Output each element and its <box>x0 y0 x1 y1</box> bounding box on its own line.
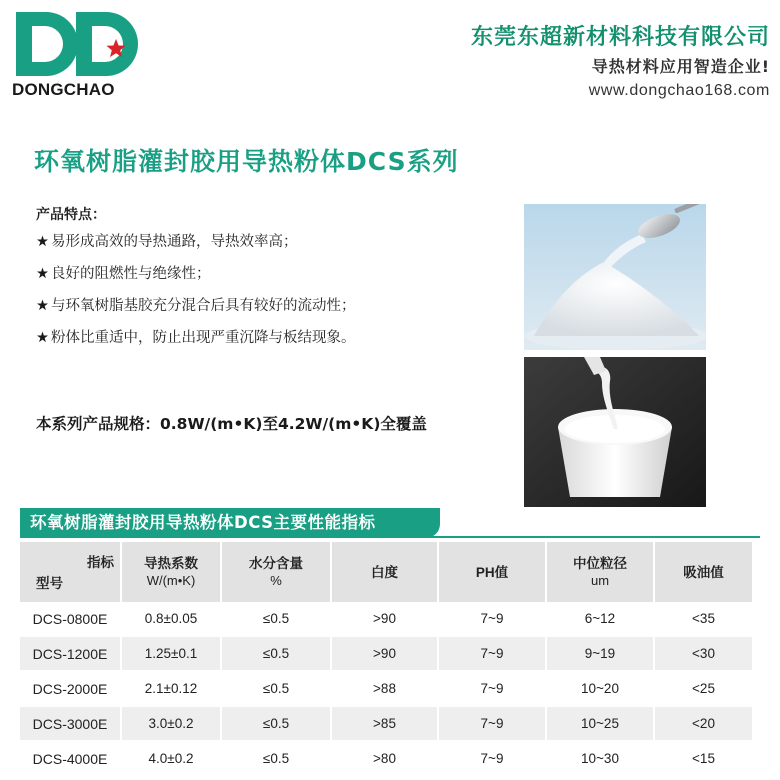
column-header <box>653 542 752 602</box>
value-cell: >88 <box>330 672 437 707</box>
star-icon: ★ <box>36 234 49 250</box>
value-cell: <35 <box>653 602 752 637</box>
table-row <box>20 637 752 672</box>
corner-model-label: 型号 <box>36 576 63 591</box>
value-cell: 4.0±0.2 <box>120 742 220 777</box>
value-cell: 1.25±0.1 <box>120 637 220 672</box>
feature-text: 粉体比重适中，防止出现严重沉降与板结现象。 <box>51 330 356 346</box>
star-icon: ★ <box>36 330 49 346</box>
star-icon: ★ <box>36 266 49 282</box>
column-header-label: 白度 <box>371 564 398 580</box>
value-cell: 10~30 <box>545 742 653 777</box>
column-header <box>437 542 545 602</box>
value-cell: 7~9 <box>437 742 545 777</box>
logo-wordmark: DONGCHAO <box>12 80 115 99</box>
value-cell: 7~9 <box>437 602 545 637</box>
features-heading: 产品特点： <box>36 207 106 223</box>
value-cell: >80 <box>330 742 437 777</box>
feature-text: 易形成高效的导热通路，导热效率高； <box>51 234 298 250</box>
corner-header <box>20 542 120 602</box>
company-slogan: 导热材料应用智造企业! <box>591 57 770 76</box>
company-website[interactable]: www.dongchao168.com <box>588 82 770 99</box>
column-header-unit: W/(m•K) <box>146 573 196 588</box>
column-header-label: 水分含量 <box>249 556 303 571</box>
table-title-banner: 环氧树脂灌封胶用导热粉体DCS主要性能指标 <box>20 508 440 538</box>
value-cell: ≤0.5 <box>220 672 330 707</box>
value-cell: 6~12 <box>545 602 653 637</box>
value-cell: <20 <box>653 707 752 742</box>
company-name: 东莞东超新材料科技有限公司 <box>470 25 770 50</box>
model-cell: DCS-3000E <box>20 707 120 742</box>
column-header <box>330 542 437 602</box>
feature-item <box>36 327 356 359</box>
value-cell: ≤0.5 <box>220 602 330 637</box>
spec-range-text: 本系列产品规格：0.8W/(m•K)至4.2W/(m•K)全覆盖 <box>36 415 427 433</box>
value-cell: >90 <box>330 602 437 637</box>
value-cell: <30 <box>653 637 752 672</box>
model-cell: DCS-1200E <box>20 637 120 672</box>
model-cell: DCS-0800E <box>20 602 120 637</box>
column-header-label: PH值 <box>475 564 509 580</box>
page-title: 环氧树脂灌封胶用导热粉体DCS系列 <box>34 147 459 176</box>
value-cell: 0.8±0.05 <box>120 602 220 637</box>
value-cell: 9~19 <box>545 637 653 672</box>
table-row <box>20 707 752 742</box>
value-cell: 10~25 <box>545 707 653 742</box>
column-header <box>120 542 220 602</box>
value-cell: ≤0.5 <box>220 742 330 777</box>
feature-text: 良好的阻燃性与绝缘性； <box>51 266 211 282</box>
value-cell: >85 <box>330 707 437 742</box>
value-cell: ≤0.5 <box>220 707 330 742</box>
value-cell: >90 <box>330 637 437 672</box>
table-row <box>20 602 752 637</box>
column-header-label: 吸油值 <box>683 564 724 580</box>
star-icon: ★ <box>36 298 49 314</box>
column-header <box>220 542 330 602</box>
column-header-label: 中位粒径 <box>573 556 627 571</box>
feature-item <box>36 295 356 327</box>
feature-list <box>36 231 356 359</box>
column-header <box>545 542 653 602</box>
value-cell: <25 <box>653 672 752 707</box>
value-cell: 10~20 <box>545 672 653 707</box>
performance-spec-table <box>20 542 752 777</box>
powder-scoop-photo <box>524 204 706 350</box>
feature-item <box>36 263 356 295</box>
column-header-unit: um <box>590 573 610 588</box>
table-header-row <box>20 542 752 602</box>
column-header-label: 导热系数 <box>144 556 198 571</box>
banner-divider <box>20 536 760 538</box>
feature-text: 与环氧树脂基胶充分混合后具有较好的流动性； <box>51 298 356 314</box>
feature-item <box>36 231 356 263</box>
value-cell: 3.0±0.2 <box>120 707 220 742</box>
column-header-unit: % <box>270 573 282 588</box>
paste-cup-photo <box>524 357 706 507</box>
model-cell: DCS-4000E <box>20 742 120 777</box>
value-cell: 7~9 <box>437 672 545 707</box>
model-cell: DCS-2000E <box>20 672 120 707</box>
table-row <box>20 742 752 777</box>
value-cell: <15 <box>653 742 752 777</box>
value-cell: ≤0.5 <box>220 637 330 672</box>
table-row <box>20 672 752 707</box>
value-cell: 7~9 <box>437 637 545 672</box>
value-cell: 2.1±0.12 <box>120 672 220 707</box>
value-cell: 7~9 <box>437 707 545 742</box>
corner-metric-label: 指标 <box>87 555 114 570</box>
